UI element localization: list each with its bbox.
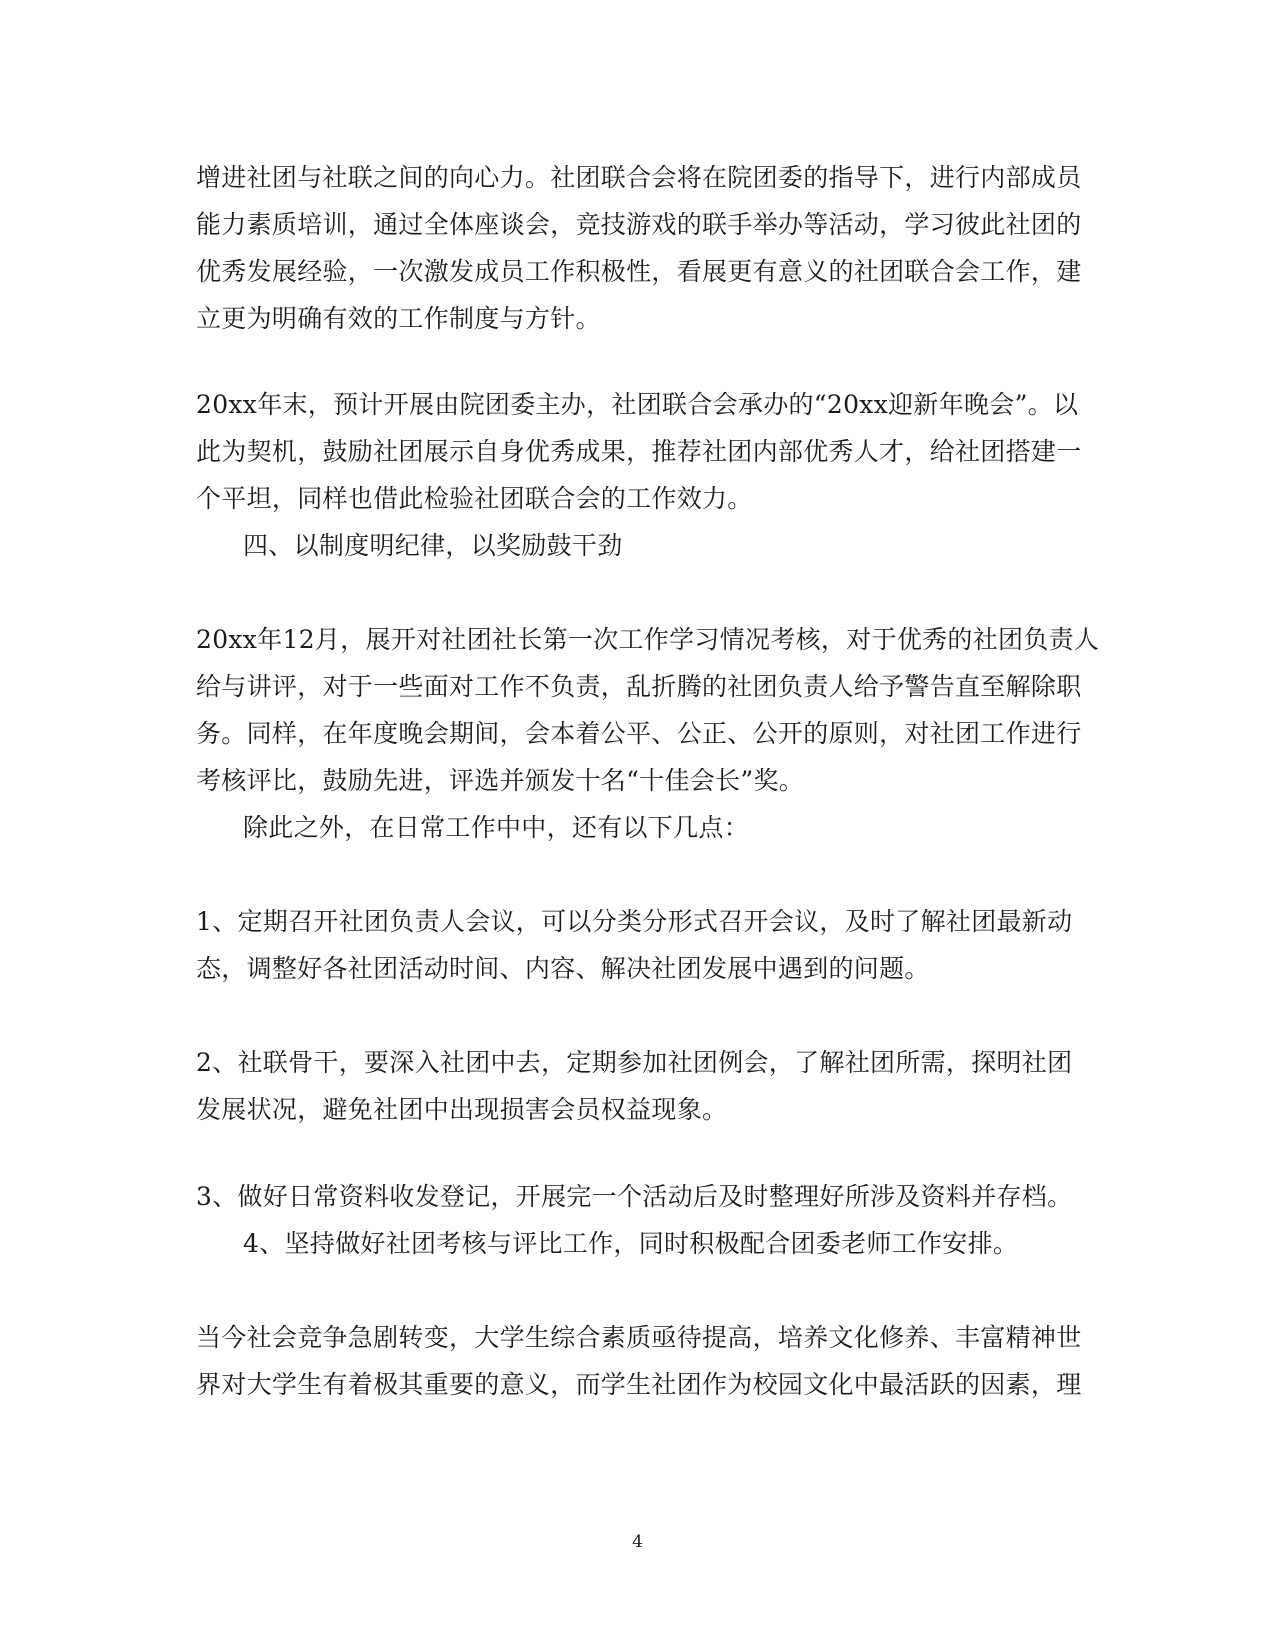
paragraph-line: 20xx年末，预计开展由院团委主办，社团联合会承办的“20xx迎新年晚会”。以 xyxy=(196,390,1079,419)
paragraph-line: 个平坦，同样也借此检验社团联合会的工作效力。 xyxy=(196,484,753,513)
paragraph-line: 除此之外，在日常工作中中，还有以下几点： xyxy=(243,813,750,842)
list-item-line: 1、定期召开社团负责人会议，可以分类分形式召开会议，及时了解社团最新动 xyxy=(196,907,1073,936)
paragraph-line: 能力素质培训，通过全体座谈会，竞技游戏的联手举办等活动，学习彼此社团的 xyxy=(196,210,1082,239)
paragraph-line: 务。同样，在年度晚会期间，会本着公平、公正、公开的原则，对社团工作进行 xyxy=(196,719,1082,748)
paragraph-line: 立更为明确有效的工作制度与方针。 xyxy=(196,304,601,333)
paragraph-line: 此为契机，鼓励社团展示自身优秀成果，推荐社团内部优秀人才，给社团搭建一 xyxy=(196,437,1082,466)
paragraph-line: 界对大学生有着极其重要的意义，而学生社团作为校园文化中最活跃的因素，理 xyxy=(196,1370,1082,1399)
page-number: 4 xyxy=(632,1532,643,1552)
list-item-line: 3、做好日常资料收发登记，开展完一个活动后及时整理好所涉及资料并存档。 xyxy=(196,1182,1073,1211)
paragraph-line: 20xx年12月，展开对社团社长第一次工作学习情况考核，对于优秀的社团负责人 xyxy=(196,625,1100,654)
paragraph-line: 当今社会竞争急剧转变，大学生综合素质亟待提高，培养文化修养、丰富精神世 xyxy=(196,1323,1082,1352)
list-item-line: 2、社联骨干，要深入社团中去，定期参加社团例会，了解社团所需，探明社团 xyxy=(196,1048,1073,1077)
section-heading: 四、以制度明纪律，以奖励鼓干劲 xyxy=(243,531,623,560)
paragraph-line: 给与讲评，对于一些面对工作不负责，乱折腾的社团负责人给予警告直至解除职 xyxy=(196,672,1082,701)
paragraph-line: 增进社团与社联之间的向心力。社团联合会将在院团委的指导下，进行内部成员 xyxy=(196,163,1082,192)
paragraph-line: 优秀发展经验，一次激发成员工作积极性，看展更有意义的社团联合会工作，建 xyxy=(196,257,1082,286)
list-item-line: 态，调整好各社团活动时间、内容、解决社团发展中遇到的问题。 xyxy=(196,954,930,983)
list-item-line: 4、坚持做好社团考核与评比工作，同时积极配合团委老师工作安排。 xyxy=(243,1229,1019,1258)
paragraph-line: 考核评比，鼓励先进，评选并颁发十名“十佳会长”奖。 xyxy=(196,766,805,795)
list-item-line: 发展状况，避免社团中出现损害会员权益现象。 xyxy=(196,1095,728,1124)
